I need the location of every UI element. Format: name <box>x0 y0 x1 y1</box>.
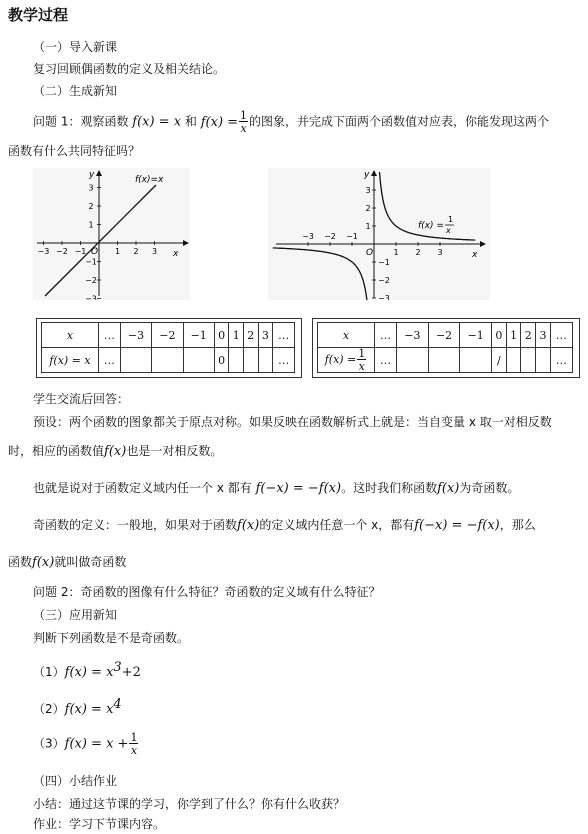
table-cell: −1 <box>460 323 492 348</box>
table-row <box>42 348 295 373</box>
table-cell: … <box>273 323 295 348</box>
graph-identity-label: f(x)=x <box>135 175 164 185</box>
y-tick-label: −3 <box>85 294 97 300</box>
table-cell: 3 <box>258 323 273 348</box>
table-cell: … <box>375 323 397 348</box>
table-cell: … <box>273 348 295 373</box>
table-cell: … <box>99 348 121 373</box>
table-cell: 0 <box>492 323 507 348</box>
table-cell: −3 <box>120 323 151 348</box>
table-cell: 0 <box>214 348 229 373</box>
x-tick-label: 1 <box>114 247 121 256</box>
summary-text: 小结：通过这节课的学习，你学到了什么？你有什么收获？ <box>33 797 346 811</box>
section-heading-4: （四）小结作业 <box>33 774 118 788</box>
y-tick-label: −1 <box>85 257 97 267</box>
x-tick-label: −2 <box>56 247 68 256</box>
formula-reciprocal: f(x) = $\frac{1}{x}$ <box>200 109 248 135</box>
exercise-2: $(2)f(x) = x^4$ <box>33 697 122 717</box>
x-axis-arrow <box>183 240 189 246</box>
y-tick-label: −2 <box>378 276 390 285</box>
table-cell: −1 <box>183 323 214 348</box>
origin-label: O <box>91 247 99 257</box>
x-tick-label: 1 <box>393 248 399 257</box>
y-tick-label: 3 <box>88 183 94 193</box>
y-tick-label: −1 <box>378 258 390 267</box>
y-tick-label: 2 <box>88 202 94 211</box>
table-row <box>318 348 573 373</box>
paragraph-odd-statement: 也就是说对于函数定义域内任一个 x 都有 f(−x) = −f(x)。这时我们称函数f(x)为奇函数。 <box>33 481 520 496</box>
table-cell: 0 <box>214 323 229 348</box>
table-cell: … <box>99 323 121 348</box>
page-title: 教学过程 <box>8 6 69 24</box>
y-axis-label: y <box>89 170 95 180</box>
section-3-text: 判断下列函数是不是奇函数。 <box>33 631 190 645</box>
y-axis-arrow <box>371 170 377 176</box>
table-cell: 3 <box>536 323 551 348</box>
graph-reciprocal-label: f(x) = <box>418 221 444 231</box>
table-cell: / <box>492 348 507 373</box>
graph-reciprocal-label-num: 1 <box>448 215 454 224</box>
origin-label: O <box>366 248 374 258</box>
y-tick-label: 2 <box>365 204 371 213</box>
table-cell: x <box>318 323 375 348</box>
table-cell: 1 <box>506 323 521 348</box>
graph-identity-svg <box>33 168 190 300</box>
section-heading-2: （二）生成新知 <box>33 84 118 98</box>
table-cell <box>229 348 244 373</box>
exercise-1: $(1)f(x) = x^3+2$ <box>33 660 141 680</box>
x-tick-label: −2 <box>324 232 336 241</box>
x-tick-label: 3 <box>151 247 158 256</box>
formula-identity: f(x) = x <box>132 114 182 130</box>
y-tick-label: −2 <box>85 276 97 285</box>
paragraph-answer-intro: 学生交流后回答： <box>33 392 130 406</box>
question-1-line-1: 问题 1：观察函数 f(x) = x 和 f(x) = $\frac{1}{x}$ 的图象，并完成下面两个函数值对应表，你能发现这两个 <box>33 109 550 135</box>
table-cell <box>120 348 151 373</box>
graph-reciprocal <box>268 168 490 300</box>
graph-identity <box>33 168 190 300</box>
x-axis-label: x <box>173 249 179 259</box>
paragraph-definition-2: 函数f(x)就叫做奇函数 <box>8 555 127 570</box>
table-cell: −2 <box>152 323 183 348</box>
line-identity <box>45 185 156 296</box>
value-table-reciprocal <box>317 322 573 373</box>
y-tick-label: 1 <box>88 220 94 230</box>
value-table-identity <box>41 322 295 373</box>
x-tick-label: 2 <box>415 248 421 257</box>
x-axis-label: x <box>472 250 478 260</box>
table-cell: … <box>550 348 572 373</box>
table-cell <box>152 348 183 373</box>
paragraph-preset-1: 预设：两个函数的图象都关于原点对称。如果反映在函数解析式上就是：当自变量 x 取一对相反数 <box>33 415 552 429</box>
y-tick-label: 1 <box>365 222 371 231</box>
graph-reciprocal-svg <box>268 168 490 300</box>
table-row <box>318 323 573 348</box>
y-axis-arrow <box>96 170 102 176</box>
table-cell <box>183 348 214 373</box>
y-tick-label: −3 <box>378 294 390 300</box>
table-cell <box>258 348 273 373</box>
table-cell: x <box>42 323 99 348</box>
x-tick-label: −1 <box>346 232 358 241</box>
section-heading-1: （一）导入新课 <box>33 40 118 54</box>
table-cell <box>521 348 536 373</box>
x-tick-label: −1 <box>74 247 87 256</box>
table-cell <box>428 348 460 373</box>
table-cell: f(x) = $\frac{1}{x}$ <box>318 348 375 373</box>
paragraph-preset-2: 时，相应的函数值f(x)也是一对相反数。 <box>8 444 223 459</box>
x-tick-label: 3 <box>437 248 443 257</box>
table-row <box>42 323 295 348</box>
question-1-line-2: 函数有什么共同特征吗？ <box>8 144 141 158</box>
table-cell <box>536 348 551 373</box>
curve-negative-branch <box>273 248 369 300</box>
table-cell: 1 <box>229 323 244 348</box>
table-cell <box>244 348 259 373</box>
table-cell: −2 <box>428 323 460 348</box>
homework-text: 作业：学习下节课内容。 <box>33 817 166 831</box>
y-tick-label: 3 <box>365 186 371 195</box>
table-cell: 2 <box>244 323 259 348</box>
graph-reciprocal-label-den: x <box>446 226 451 235</box>
table-cell: … <box>550 323 572 348</box>
x-tick-label: −3 <box>302 232 314 241</box>
y-axis-label: y <box>364 170 370 180</box>
table-cell: f(x) = x <box>42 348 99 373</box>
x-axis-arrow <box>480 241 486 247</box>
section-1-text: 复习回顾偶函数的定义及相关结论。 <box>33 62 226 76</box>
paragraph-definition-1: 奇函数的定义：一般地，如果对于函数f(x)的定义域内任意一个 x，都有f(−x) = −f(x)，那么 <box>33 518 536 533</box>
table-cell <box>506 348 521 373</box>
exercise-3: （3）f(x) = x + $\frac{1}{x}$ <box>33 731 138 757</box>
section-heading-3: （三）应用新知 <box>33 608 118 622</box>
table-cell: … <box>375 348 397 373</box>
table-cell <box>460 348 492 373</box>
table-cell <box>397 348 429 373</box>
x-tick-label: −3 <box>37 247 50 256</box>
x-tick-label: 2 <box>133 247 139 256</box>
table-cell: 2 <box>521 323 536 348</box>
table-cell: −3 <box>397 323 429 348</box>
question-2: 问题 2：奇函数的图像有什么特征？奇函数的定义域有什么特征？ <box>33 585 381 599</box>
